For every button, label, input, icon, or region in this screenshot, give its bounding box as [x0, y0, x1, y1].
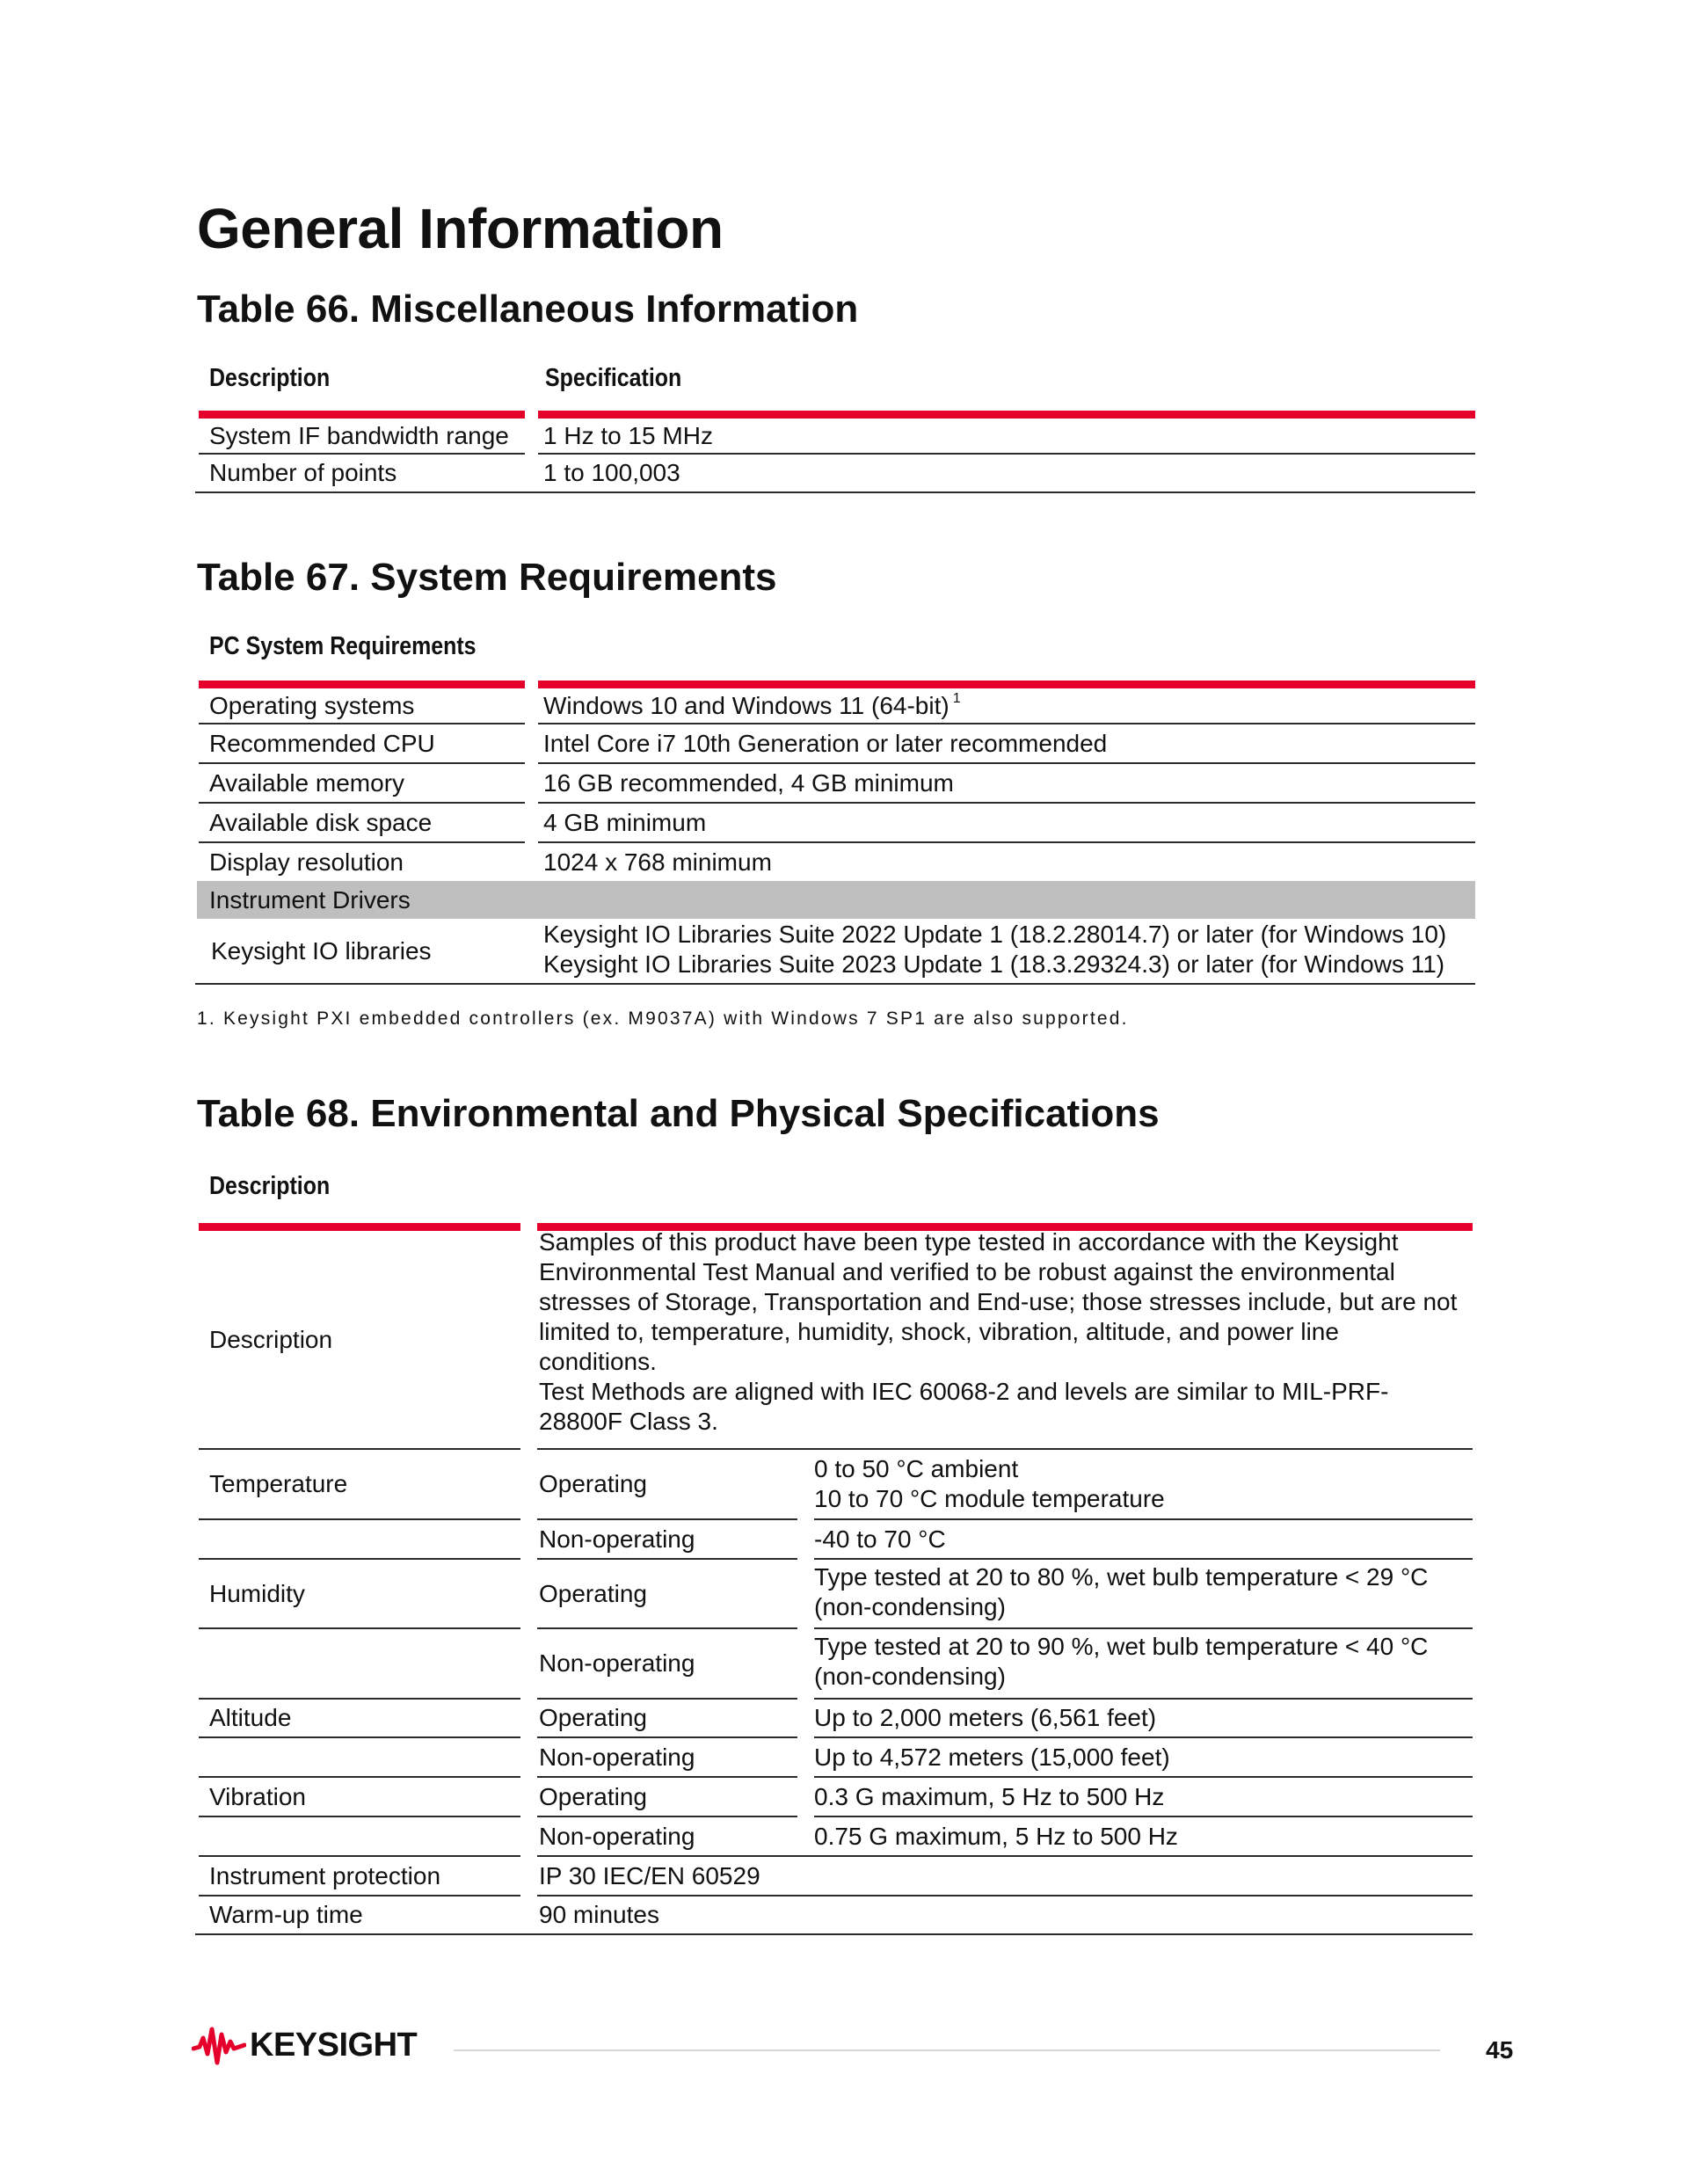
table67-row-specification: 4 GB minimum	[543, 808, 707, 836]
table-row	[543, 724, 1107, 762]
table-row	[209, 1778, 306, 1816]
section-row	[209, 881, 411, 919]
footnote: 1. Keysight PXI embedded controllers (ex. M9037A) with Windows 7 SP1 are also supported.	[197, 1008, 1129, 1029]
table66-header-specification: Specification	[545, 364, 682, 392]
table66-header-description: Description	[209, 364, 331, 392]
description-line: Samples of this product have been type tested in accordance with the Keysight	[539, 1228, 1399, 1256]
env-value-line: -40 to 70 °C	[814, 1525, 946, 1553]
table-row	[814, 1520, 946, 1558]
env-value-line: Type tested at 20 to 90 %, wet bulb temperature < 40 °C	[814, 1633, 1429, 1660]
table67-title: Table 67. System Requirements	[197, 556, 777, 599]
table-row	[211, 920, 432, 983]
env-category: Humidity	[209, 1579, 305, 1607]
table68-header: Description	[209, 1172, 331, 1200]
table-bottom-rule	[195, 491, 1475, 493]
row-divider	[814, 1627, 1473, 1629]
env-value-line: 0.3 G maximum, 5 Hz to 500 Hz	[814, 1782, 1165, 1810]
table-row	[209, 1700, 291, 1736]
table-row	[543, 419, 713, 454]
env-condition: Non-operating	[539, 1525, 695, 1553]
env-category: Instrument protection	[209, 1861, 441, 1889]
table-row	[539, 1738, 695, 1776]
table-row	[539, 1520, 695, 1558]
table-row	[539, 1857, 760, 1895]
table-row	[209, 1231, 332, 1449]
table-row	[543, 843, 772, 881]
table-row	[209, 1896, 363, 1933]
env-value-line: (non-condensing)	[814, 1663, 1006, 1690]
table-bottom-rule	[195, 1933, 1473, 1935]
table-row	[539, 1817, 695, 1855]
table67-row-description: Display resolution	[209, 848, 404, 876]
table67-row-description: Available memory	[209, 768, 405, 797]
table67-row-description: Recommended CPU	[209, 729, 435, 757]
table67-row-specification: Windows 10 and Windows 11 (64-bit)	[543, 692, 950, 719]
env-value-line: Up to 2,000 meters (6,561 feet)	[814, 1704, 1157, 1731]
table66-row1-specification: 1 Hz to 15 MHz	[543, 422, 713, 449]
table-row	[539, 1896, 659, 1933]
table66-header-rule-col2	[538, 411, 1475, 419]
table-row	[539, 1450, 647, 1518]
row-divider	[814, 1558, 1473, 1560]
env-condition: Operating	[539, 1704, 647, 1731]
description-line: conditions.	[539, 1348, 657, 1375]
env-category: Altitude	[209, 1704, 292, 1731]
env-value-line: (non-condensing)	[814, 1593, 1006, 1620]
table-row	[814, 1700, 1156, 1736]
table67-row-description: Operating systems	[209, 692, 415, 719]
table-row	[209, 688, 414, 724]
table67-drivers-specification	[543, 920, 1446, 979]
table67-row-specification: Intel Core i7 10th Generation or later recommended	[543, 729, 1108, 757]
table67-header: PC System Requirements	[209, 632, 477, 660]
env-value	[814, 1632, 1428, 1692]
table-row	[539, 1560, 647, 1627]
env-value-line: Up to 4,572 meters (15,000 feet)	[814, 1743, 1170, 1771]
table-row	[814, 1817, 1178, 1855]
footer-divider	[454, 2049, 1440, 2051]
env-condition: Operating	[539, 1470, 647, 1497]
row-divider	[537, 1448, 1473, 1450]
table-row	[539, 1700, 647, 1736]
table66-header-rule-col1	[199, 411, 525, 419]
env-value-line: 10 to 70 °C module temperature	[814, 1485, 1165, 1512]
row-divider	[199, 1816, 520, 1817]
section-row-label: Instrument Drivers	[209, 885, 411, 914]
table66-row1-description: System IF bandwidth range	[209, 422, 509, 449]
row-divider	[199, 1736, 520, 1738]
table-row	[543, 688, 961, 724]
table67-row-specification: 1024 x 768 minimum	[543, 848, 772, 876]
keysight-wordmark: KEYSIGHT	[250, 2027, 418, 2064]
description-line: 28800F Class 3.	[539, 1408, 718, 1435]
row-divider	[537, 1895, 1473, 1896]
table-row	[814, 1778, 1164, 1816]
env-condition: Non-operating	[539, 1649, 695, 1677]
footnote-ref: 1	[952, 691, 961, 706]
table67-row-specification: 16 GB recommended, 4 GB minimum	[543, 768, 954, 797]
table68-title: Table 68. Environmental and Physical Specifications	[197, 1092, 1160, 1135]
env-condition: Non-operating	[539, 1743, 695, 1771]
table67-header-rule-col2	[538, 681, 1475, 688]
table68-description-text	[539, 1227, 1471, 1437]
table-row	[209, 455, 397, 491]
table-row	[814, 1738, 1170, 1776]
table-row	[209, 843, 404, 881]
keysight-logo	[192, 2022, 417, 2068]
table-row	[209, 1857, 440, 1895]
description-line: Environmental Test Manual and verified to be robust against the environmental	[539, 1258, 1395, 1285]
env-condition: Operating	[539, 1579, 647, 1607]
table-row	[209, 419, 509, 454]
page-title: General Information	[197, 197, 724, 260]
env-condition: Non-operating	[539, 1822, 695, 1850]
env-value-line: 0.75 G maximum, 5 Hz to 500 Hz	[814, 1822, 1178, 1850]
table67-drivers-description: Keysight IO libraries	[211, 937, 432, 965]
env-value	[814, 1454, 1165, 1514]
description-line: Test Methods are aligned with IEC 60068-2 and levels are similar to MIL-PRF-	[539, 1378, 1389, 1405]
env-category: Vibration	[209, 1782, 307, 1810]
table68-header-rule-col1	[199, 1223, 520, 1231]
page-number: 45	[1486, 2036, 1514, 2064]
env-value-line: IP 30 IEC/EN 60529	[539, 1861, 760, 1889]
driver-line: Keysight IO Libraries Suite 2022 Update 1 (18.2.28014.7) or later (for Windows 10)	[543, 921, 1447, 948]
table-row	[209, 724, 435, 762]
env-value-line: 0 to 50 °C ambient	[814, 1455, 1019, 1482]
table66-row2-specification: 1 to 100,003	[543, 459, 680, 486]
row-divider	[199, 1518, 520, 1520]
table67-header-rule-col1	[199, 681, 525, 688]
table-row	[209, 1450, 347, 1518]
table-row	[209, 764, 404, 802]
keysight-wave-icon	[192, 2022, 246, 2068]
table-row	[209, 1560, 305, 1627]
table-row	[543, 455, 680, 491]
table68-description-label: Description	[209, 1326, 333, 1353]
env-condition: Operating	[539, 1782, 647, 1810]
table66-title: Table 66. Miscellaneous Information	[197, 288, 859, 331]
table-bottom-rule	[195, 983, 1475, 985]
table-row	[543, 764, 954, 802]
table-row	[543, 804, 706, 841]
table66-row2-description: Number of points	[209, 459, 397, 486]
driver-line: Keysight IO Libraries Suite 2023 Update 1 (18.3.29324.3) or later (for Windows 11)	[543, 950, 1445, 978]
env-value-line: 90 minutes	[539, 1901, 659, 1928]
env-value	[814, 1562, 1428, 1622]
env-category: Temperature	[209, 1470, 348, 1497]
description-line: limited to, temperature, humidity, shock, vibration, altitude, and power line	[539, 1318, 1339, 1345]
env-value-line: Type tested at 20 to 80 %, wet bulb temperature < 29 °C	[814, 1563, 1429, 1591]
table-row	[539, 1778, 647, 1816]
env-category: Warm-up time	[209, 1901, 363, 1928]
table-row	[209, 804, 432, 841]
table67-row-description: Available disk space	[209, 808, 433, 836]
table-row	[539, 1629, 695, 1698]
row-divider	[199, 1627, 520, 1629]
description-line: stresses of Storage, Transportation and End-use; those stresses include, but are not	[539, 1288, 1458, 1315]
